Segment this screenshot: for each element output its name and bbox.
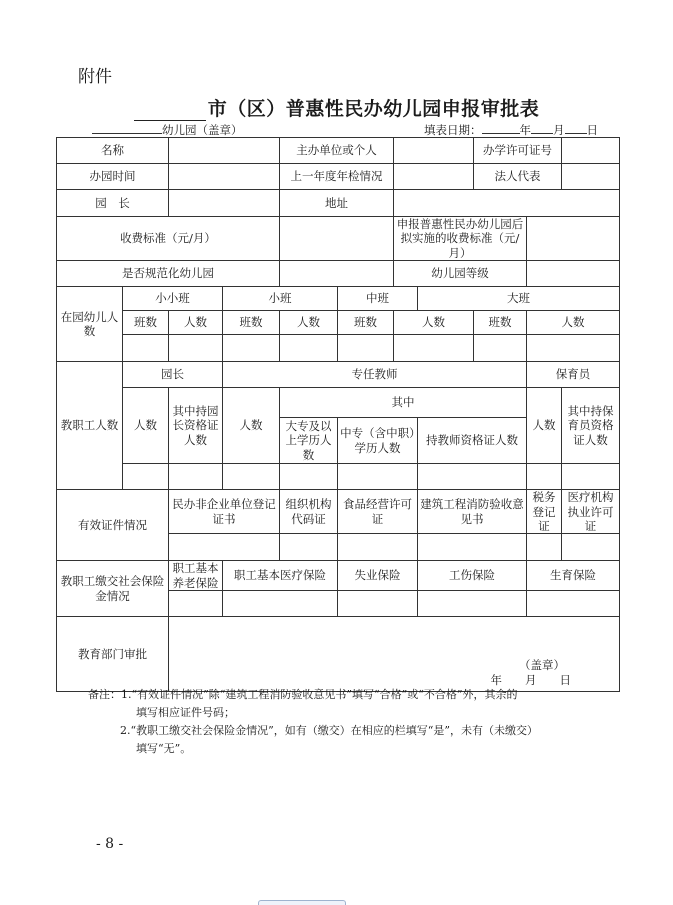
row-approval: 教育部门审批 （盖章） 年 月 日 bbox=[57, 617, 620, 692]
fill-date: 填表日期： 年 月 日 bbox=[424, 123, 598, 137]
row-staff-heads: 教职工人数 园长 专任教师 保育员 bbox=[57, 362, 620, 388]
row-staff-sub2: 大专及以上学历人数 中专（含中职）学历人数 持教师资格证人数 bbox=[57, 418, 620, 464]
director-input[interactable] bbox=[169, 190, 280, 217]
form-title: 市（区）普惠性民办幼儿园申报审批表 bbox=[0, 94, 673, 121]
row-children-inputs bbox=[57, 335, 620, 362]
row-children-classes: 在园幼儿人数 小小班 小班 中班 大班 bbox=[57, 287, 620, 311]
row-standard: 是否规范化幼儿园 幼儿园等级 bbox=[57, 261, 620, 287]
time-input[interactable] bbox=[169, 164, 280, 190]
kindergarten-name-blank[interactable] bbox=[92, 123, 162, 134]
approval-area[interactable]: （盖章） 年 月 日 bbox=[169, 617, 620, 692]
fee-input[interactable] bbox=[280, 217, 394, 261]
city-blank[interactable] bbox=[134, 102, 206, 121]
application-form-table bbox=[56, 137, 620, 692]
name-input[interactable] bbox=[169, 138, 280, 164]
row-basic-3: 园 长 地址 bbox=[57, 190, 620, 217]
row-basic-1: 名称 主办单位或个人 办学许可证号 bbox=[57, 138, 620, 164]
bottom-tab[interactable] bbox=[258, 900, 346, 905]
page-number: - 8 - bbox=[96, 836, 124, 852]
grade-input[interactable] bbox=[527, 261, 620, 287]
notes: 备注：1.“有效证件情况”除“建筑工程消防验收意见书”填写“合格”或“不合格”外，其余的 填写相应证件号码； 2.“教职工缴交社会保险金情况”，如有（缴交）在相应的栏填写“是”，未有（未缴交） 填写“无”。 bbox=[88, 688, 538, 755]
address-input[interactable] bbox=[394, 190, 620, 217]
row-certs-heads: 有效证件情况 民办非企业单位登记证书 组织机构代码证 食品经营许可证 建筑工程消防验收意见书 税务登记证 医疗机构执业许可证 bbox=[57, 490, 620, 534]
row-staff-sub1: 人数 其中持园长资格证人数 人数 其中 人数 其中持保育员资格证人数 bbox=[57, 388, 620, 418]
row-fee: 收费标准（元/月） 申报普惠性民办幼儿园后拟实施的收费标准（元/月） bbox=[57, 217, 620, 261]
fee-after-input[interactable] bbox=[527, 217, 620, 261]
legal-rep-input[interactable] bbox=[562, 164, 620, 190]
row-insurance-heads: 教职工缴交社会保险金情况 职工基本养老保险 职工基本医疗保险 失业保险 工伤保险 生育保险 bbox=[57, 561, 620, 591]
sponsor-input[interactable] bbox=[394, 138, 474, 164]
row-basic-2: 办园时间 上一年度年检情况 法人代表 bbox=[57, 164, 620, 190]
seal-line: 幼儿园（盖章） bbox=[92, 122, 243, 138]
annual-check-input[interactable] bbox=[394, 164, 474, 190]
attachment-label: 附件 bbox=[78, 67, 112, 87]
row-staff-inputs bbox=[57, 464, 620, 490]
standard-input[interactable] bbox=[280, 261, 394, 287]
row-children-subheads: 班数 人数 班数 人数 班数 人数 班数 人数 bbox=[57, 311, 620, 335]
license-input[interactable] bbox=[562, 138, 620, 164]
